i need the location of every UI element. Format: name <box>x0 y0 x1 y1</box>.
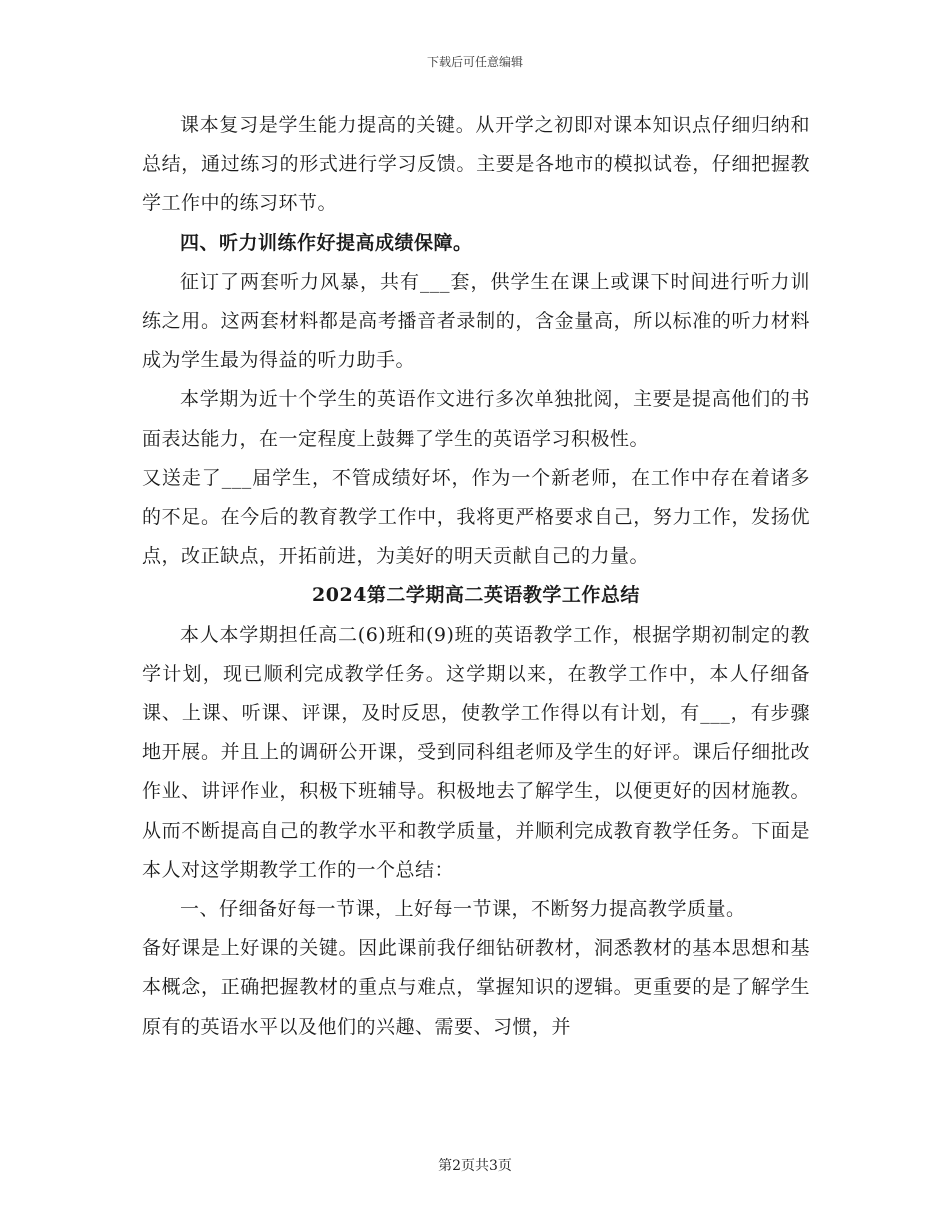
section-heading-preparation: 一、仔细备好每一节课，上好每一节课，不断努力提高教学质量。 <box>180 898 746 921</box>
section-heading-listening: 四、听力训练作好提高成绩保障。 <box>180 231 473 254</box>
document-title: 2024第二学期高二英语教学工作总结 <box>312 584 640 607</box>
paragraph-writing: 本学期为近十个学生的英语作文进行多次单独批阅，主要是提高他们的书面表达能力，在一定程度上鼓舞了学生的英语学习积极性。 <box>142 388 810 450</box>
document-body <box>142 106 810 1047</box>
page-header: 下载后可任意编辑 <box>426 55 523 69</box>
paragraph-conclusion: 又送走了___届学生，不管成绩好坏，作为一个新老师，在工作中存在着诸多的不足。在今后的教育教学工作中，我将更严格要求自己，努力工作，发扬优点，改正缺点，开拓前进，为美好的明天贡献自己的力量。 <box>142 466 810 568</box>
paragraph-listening: 征订了两套听力风暴，共有___套，供学生在课上或课下时间进行听力训练之用。这两套材料都是高考播音者录制的，含金量高，所以标准的听力材料成为学生最为得益的听力助手。 <box>142 270 810 372</box>
page-footer: 第2页共3页 <box>438 1158 512 1174</box>
paragraph-intro: 本人本学期担任高二(6)班和(9)班的英语教学工作，根据学期初制定的教学计划，现已顺利完成教学任务。这学期以来，在教学工作中，本人仔细备课、上课、听课、评课，及时反思，使教学工作得以有计划，有___，有步骤地开展。并且上的调研公开课，受到同科组老师及学生的好评。课后仔细批改作业、讲评作业，积极下班辅导。积极地去了解学生，以便更好的因材施教。从而不断提高自己的教学水平和教学质量，并顺利完成教育教学任务。下面是本人对这学期教学工作的一个总结： <box>142 623 810 881</box>
paragraph-review: 课本复习是学生能力提高的关键。从开学之初即对课本知识点仔细归纳和总结，通过练习的形式进行学习反馈。主要是各地市的模拟试卷，仔细把握教学工作中的练习环节。 <box>142 114 810 215</box>
paragraph-preparation: 备好课是上好课的关键。因此课前我仔细钻研教材，洞悉教材的基本思想和基本概念，正确把握教材的重点与难点，掌握知识的逻辑。更重要的是了解学生原有的英语水平以及他们的兴趣、需要、习惯，并 <box>142 937 810 1038</box>
